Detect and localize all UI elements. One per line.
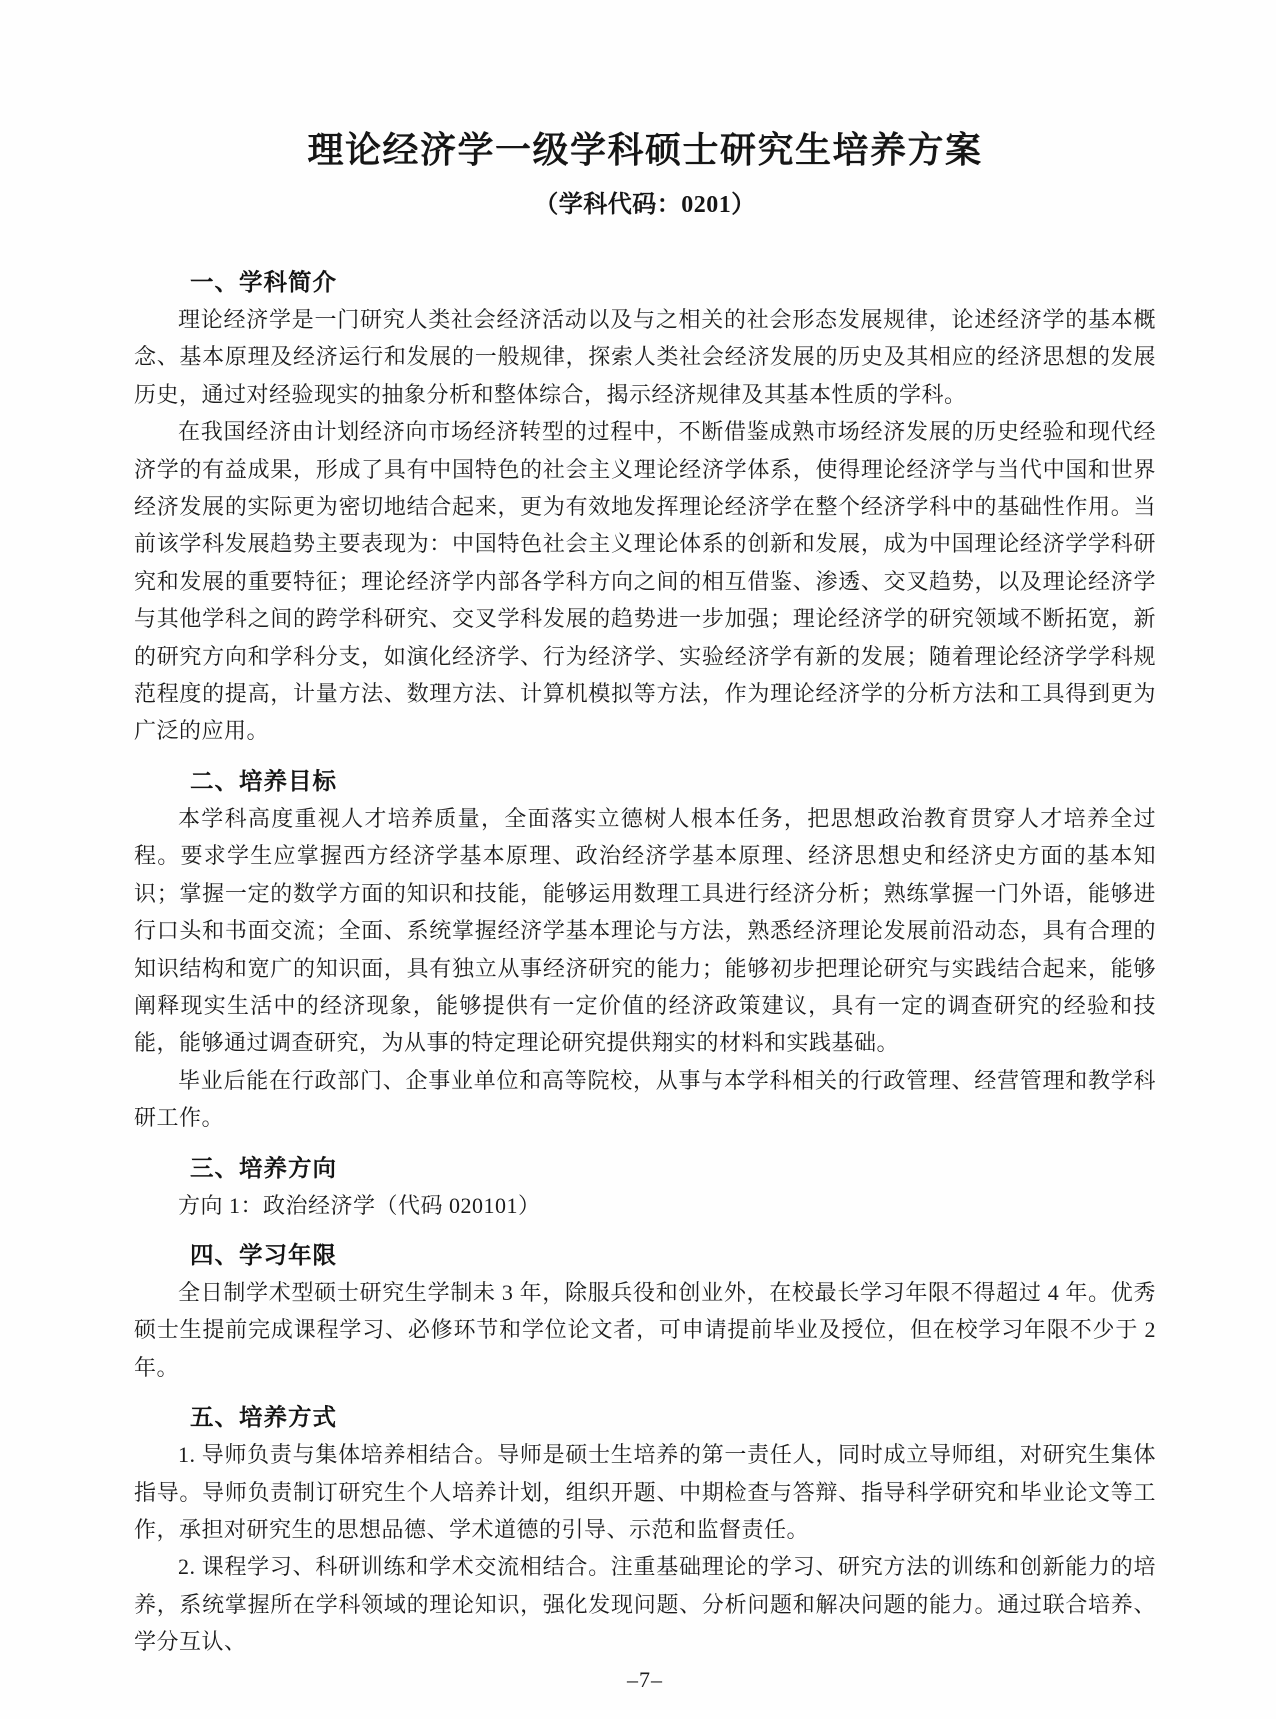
document-title: 理论经济学一级学科硕士研究生培养方案: [307, 129, 983, 170]
paragraph: 1. 导师负责与集体培养相结合。导师是硕士生培养的第一责任人，同时成立导师组，对研究生集体指导。导师负责制订研究生个人培养计划，组织开题、中期检查与答辩、指导科学研究和毕业论文等工作，承担对研究生的思想品德、学术道德的引导、示范和监督责任。: [134, 1442, 1156, 1542]
section-heading-training-direction: 三、培养方向: [190, 1154, 337, 1181]
paragraph: 本学科高度重视人才培养质量，全面落实立德树人根本任务，把思想政治教育贯穿人才培养全过程。要求学生应掌握西方经济学基本原理、政治经济学基本原理、经济思想史和经济史方面的基本知识；掌握一定的数学方面的知识和技能，能够运用数理工具进行经济分析；熟练掌握一门外语，能够进行口头和书面交流；全面、系统掌握经济学基本理论与方法，熟悉经济理论发展前沿动态，具有合理的知识结构和宽广的知识面，具有独立从事经济研究的能力；能够初步把理论研究与实践结合起来，能够阐释现实生活中的经济现象，能够提供有一定价值的经济政策建议，具有一定的调查研究的经验和技能，能够通过调查研究，为从事的特定理论研究提供翔实的材料和实践基础。: [134, 805, 1156, 1056]
paragraph: 全日制学术型硕士研究生学制未 3 年，除服兵役和创业外，在校最长学习年限不得超过 4 年。优秀硕士生提前完成课程学习、必修环节和学位论文者，可申请提前毕业及授位，但在校学习年限不少于 2 年。: [134, 1279, 1156, 1380]
paragraph: 理论经济学是一门研究人类社会经济活动以及与之相关的社会形态发展规律，论述经济学的基本概念、基本原理及经济运行和发展的一般规律，探索人类社会经济发展的历史及其相应的经济思想的发展历史，通过对经验现实的抽象分析和整体综合，揭示经济规律及其基本性质的学科。: [134, 307, 1156, 407]
document-content: [134, 0, 1156, 1695]
section-heading-discipline-intro: 一、学科简介: [190, 269, 337, 295]
paragraph: 在我国经济由计划经济向市场经济转型的过程中，不断借鉴成熟市场经济发展的历史经验和现代经济学的有益成果，形成了具有中国特色的社会主义理论经济学体系，使得理论经济学与当代中国和世界经济发展的实际更为密切地结合起来，更为有效地发挥理论经济学在整个经济学科中的基础性作用。当前该学科发展趋势主要表现为：中国特色社会主义理论体系的创新和发展，成为中国理论经济学学科研究和发展的重要特征；理论经济学内部各学科方向之间的相互借鉴、渗透、交叉趋势，以及理论经济学与其他学科之间的跨学科研究、交叉学科发展的趋势进一步加强；理论经济学的研究领域不断拓宽，新的研究方向和学科分支，如演化经济学、行为经济学、实验经济学有新的发展；随着理论经济学学科规范程度的提高，计量方法、数理方法、计算机模拟等方法，作为理论经济学的分析方法和工具得到更为广泛的应用。: [134, 419, 1156, 744]
document-subtitle: （学科代码：0201）: [534, 192, 756, 218]
paragraph: 毕业后能在行政部门、企事业单位和高等院校，从事与本学科相关的行政管理、经营管理和教学科研工作。: [134, 1067, 1156, 1131]
section-heading-training-goal: 二、培养目标: [190, 767, 337, 794]
paragraph: 方向 1：政治经济学（代码 020101）: [178, 1192, 541, 1218]
paragraph: 2. 课程学习、科研训练和学术交流相结合。注重基础理论的学习、研究方法的训练和创新能力的培养，系统掌握所在学科领域的理论知识，强化发现问题、分析问题和解决问题的能力。通过联合培养、学分互认、: [134, 1554, 1156, 1655]
section-heading-training-mode: 五、培养方式: [190, 1404, 337, 1431]
section-heading-study-duration: 四、学习年限: [190, 1241, 337, 1268]
page-number: –7–: [627, 1666, 663, 1692]
